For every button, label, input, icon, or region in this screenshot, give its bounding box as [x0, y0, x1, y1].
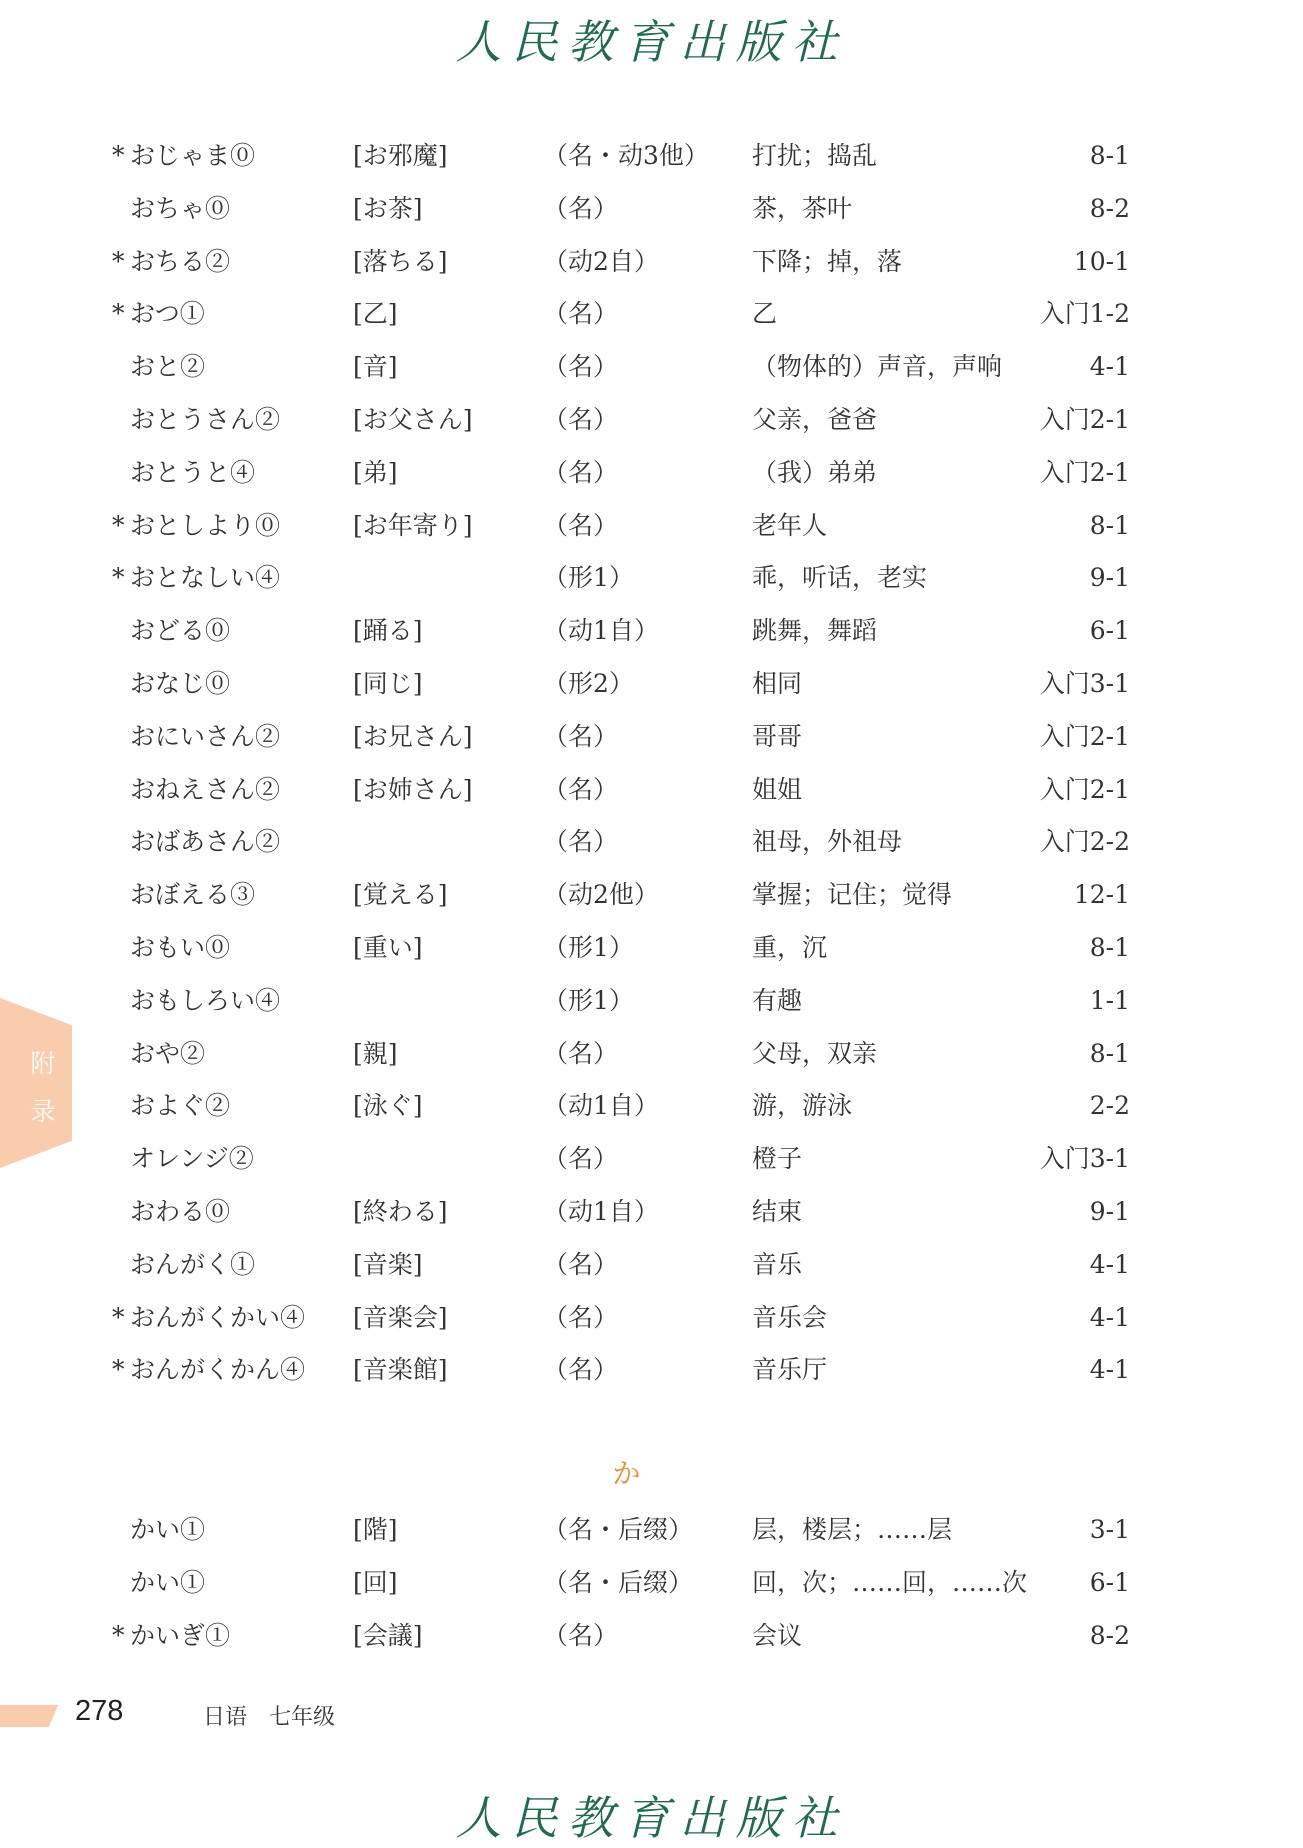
entry-kana: おぼえる③ — [130, 880, 256, 909]
entry-part-of-speech: （形2） — [543, 669, 634, 698]
entry-lesson: 8-1 — [1089, 511, 1130, 540]
entry-kanji: [お姉さん] — [353, 775, 473, 804]
entry-kana: おじゃま⓪ — [130, 141, 256, 170]
entry-kanji: [お年寄り] — [353, 511, 473, 540]
entry-kana: おにいさん② — [130, 722, 281, 751]
entry-part-of-speech: （名） — [543, 827, 619, 856]
entry-kanji: [お茶] — [353, 194, 423, 223]
entry-meaning: 跳舞，舞蹈 — [752, 616, 878, 645]
entry-kana: おんがくかん④ — [130, 1355, 306, 1384]
vocab-entry — [0, 1563, 1303, 1603]
publisher-logo-bottom: 人民教育出版社 — [455, 1791, 848, 1845]
entry-star-marker: * — [112, 1621, 125, 1650]
entry-meaning: 哥哥 — [752, 722, 803, 751]
vocab-entry — [0, 611, 1303, 651]
entry-meaning: 父亲，爸爸 — [752, 405, 878, 434]
entry-lesson: 9-1 — [1089, 563, 1130, 592]
entry-kana: おどる⓪ — [130, 616, 231, 645]
entry-kanji: [音楽館] — [353, 1355, 448, 1384]
entry-lesson: 8-2 — [1089, 1621, 1130, 1650]
entry-kanji: [泳ぐ] — [353, 1091, 423, 1120]
entry-star-marker: * — [112, 247, 125, 276]
entry-kana: おちゃ⓪ — [130, 194, 231, 223]
entry-part-of-speech: （名） — [543, 1355, 619, 1384]
entry-part-of-speech: （名） — [543, 775, 619, 804]
entry-kanji: [親] — [353, 1039, 398, 1068]
entry-part-of-speech: （名） — [543, 1303, 619, 1332]
vocab-entry — [0, 1510, 1303, 1550]
vocab-entry — [0, 1034, 1303, 1074]
entry-lesson: 10-1 — [1073, 247, 1130, 276]
vocab-entry — [0, 928, 1303, 968]
entry-part-of-speech: （动2自） — [543, 247, 659, 276]
entry-part-of-speech: （名・后缀） — [543, 1515, 694, 1544]
entry-meaning: 掌握；记住；觉得 — [752, 880, 953, 909]
vocab-entry — [0, 717, 1303, 757]
entry-kanji: [乙] — [353, 299, 398, 328]
entry-kanji: [重い] — [353, 933, 423, 962]
entry-part-of-speech: （名） — [543, 352, 619, 381]
entry-meaning: 回，次；……回，……次 — [752, 1568, 1028, 1597]
entry-part-of-speech: （动1自） — [543, 1197, 659, 1226]
vocab-entry — [0, 1192, 1303, 1232]
publisher-logo-top: 人民教育出版社 — [455, 15, 848, 69]
vocab-entry — [0, 558, 1303, 598]
entry-kanji: [踊る] — [353, 616, 423, 645]
book-title: 日语 七年级 — [203, 1705, 336, 1730]
vocab-entry — [0, 189, 1303, 229]
entry-kana: かい① — [130, 1568, 206, 1597]
entry-lesson: 4-1 — [1089, 1303, 1130, 1332]
entry-kana: かいぎ① — [130, 1621, 231, 1650]
entry-lesson: 6-1 — [1089, 1568, 1130, 1597]
entry-meaning: 祖母，外祖母 — [752, 827, 903, 856]
entry-lesson: 6-1 — [1089, 616, 1130, 645]
vocab-entry — [0, 664, 1303, 704]
entry-part-of-speech: （动1自） — [543, 616, 659, 645]
entry-part-of-speech: （名） — [543, 1144, 619, 1173]
entry-lesson: 入门2-2 — [1039, 827, 1130, 856]
entry-kanji: [お父さん] — [353, 405, 473, 434]
entry-lesson: 4-1 — [1089, 1355, 1130, 1384]
entry-meaning: 乙 — [752, 299, 778, 328]
entry-kana: おなじ⓪ — [130, 669, 231, 698]
entry-kana: かい① — [130, 1515, 206, 1544]
entry-kana: おつ① — [130, 299, 205, 328]
entry-meaning: 父母，双亲 — [752, 1039, 878, 1068]
entry-meaning: 姐姐 — [752, 775, 803, 804]
vocab-entry — [0, 294, 1303, 334]
vocab-entry — [0, 1616, 1303, 1656]
entry-kana: おとなしい④ — [130, 563, 281, 592]
entry-meaning: 重，沉 — [752, 933, 828, 962]
vocab-entry — [0, 242, 1303, 282]
entry-star-marker: * — [112, 511, 125, 540]
entry-kanji: [音楽] — [353, 1250, 423, 1279]
entry-kanji: [回] — [353, 1568, 398, 1597]
entry-part-of-speech: （形1） — [543, 986, 634, 1015]
entry-kana: おもい⓪ — [130, 933, 231, 962]
entry-part-of-speech: （名） — [543, 458, 619, 487]
entry-part-of-speech: （名） — [543, 722, 619, 751]
entry-meaning: 有趣 — [752, 986, 803, 1015]
entry-lesson: 9-1 — [1089, 1197, 1130, 1226]
entry-lesson: 入门2-1 — [1039, 775, 1130, 804]
entry-kanji: [階] — [353, 1515, 398, 1544]
entry-star-marker: * — [112, 141, 125, 170]
entry-meaning: （我）弟弟 — [752, 458, 878, 487]
entry-kanji: [弟] — [353, 458, 398, 487]
entry-part-of-speech: （名） — [543, 1039, 619, 1068]
entry-star-marker: * — [112, 563, 125, 592]
entry-kana: おとうと④ — [130, 458, 256, 487]
entry-kana: おばあさん② — [130, 827, 281, 856]
entry-part-of-speech: （名） — [543, 1250, 619, 1279]
entry-meaning: 音乐会 — [752, 1303, 828, 1332]
entry-meaning: 橙子 — [752, 1144, 803, 1173]
entry-lesson: 4-1 — [1089, 352, 1130, 381]
entry-part-of-speech: （名・后缀） — [543, 1568, 694, 1597]
entry-kana: おや② — [130, 1039, 206, 1068]
vocab-entry — [0, 981, 1303, 1021]
entry-meaning: （物体的）声音，声响 — [752, 352, 1003, 381]
entry-kanji: [会議] — [353, 1621, 423, 1650]
entry-kana: おと② — [130, 352, 206, 381]
entry-star-marker: * — [112, 299, 125, 328]
vocab-entry — [0, 1086, 1303, 1126]
entry-lesson: 入门2-1 — [1039, 722, 1130, 751]
entry-meaning: 相同 — [752, 669, 803, 698]
entry-lesson: 4-1 — [1089, 1250, 1130, 1279]
vocab-entry — [0, 1350, 1303, 1390]
entry-kanji: [覚える] — [353, 880, 448, 909]
entry-lesson: 8-1 — [1089, 933, 1130, 962]
entry-part-of-speech: （名・动3他） — [543, 141, 709, 170]
entry-lesson: 入门1-2 — [1039, 299, 1130, 328]
entry-lesson: 8-1 — [1089, 1039, 1130, 1068]
entry-star-marker: * — [112, 1355, 125, 1384]
entry-kana: おねえさん② — [130, 775, 281, 804]
entry-lesson: 2-2 — [1089, 1091, 1130, 1120]
entry-meaning: 结束 — [752, 1197, 803, 1226]
entry-meaning: 音乐 — [752, 1250, 803, 1279]
entry-meaning: 乖，听话，老实 — [752, 563, 928, 592]
entry-lesson: 入门2-1 — [1039, 405, 1130, 434]
entry-meaning: 游，游泳 — [752, 1091, 853, 1120]
entry-part-of-speech: （名） — [543, 1621, 619, 1650]
entry-meaning: 音乐厅 — [752, 1355, 828, 1384]
section-heading-ka: か — [612, 1457, 641, 1490]
entry-kanji: [音楽会] — [353, 1303, 448, 1332]
entry-lesson: 8-1 — [1089, 141, 1130, 170]
entry-kana: オレンジ② — [130, 1144, 254, 1173]
entry-meaning: 会议 — [752, 1621, 803, 1650]
page-number: 278 — [75, 1695, 124, 1727]
vocab-entry — [0, 1139, 1303, 1179]
entry-lesson: 12-1 — [1073, 880, 1130, 909]
entry-meaning: 老年人 — [752, 511, 828, 540]
entry-part-of-speech: （名） — [543, 405, 619, 434]
entry-kana: おんがく① — [130, 1250, 256, 1279]
vocab-entry — [0, 1245, 1303, 1285]
entry-kana: おわる⓪ — [130, 1197, 231, 1226]
entry-part-of-speech: （动2他） — [543, 880, 659, 909]
entry-kana: おとしより⓪ — [130, 511, 281, 540]
entry-lesson: 1-1 — [1089, 986, 1130, 1015]
entry-part-of-speech: （名） — [543, 194, 619, 223]
entry-kanji: [同じ] — [353, 669, 423, 698]
entry-kanji: [お邪魔] — [353, 141, 448, 170]
vocab-entry — [0, 770, 1303, 810]
entry-lesson: 入门2-1 — [1039, 458, 1130, 487]
entry-kanji: [落ちる] — [353, 247, 448, 276]
vocab-entry — [0, 453, 1303, 493]
entry-kanji: [音] — [353, 352, 398, 381]
entry-meaning: 层，楼层；……层 — [752, 1515, 953, 1544]
entry-kana: おんがくかい④ — [130, 1303, 306, 1332]
entry-kana: おちる② — [130, 247, 231, 276]
vocab-entry — [0, 400, 1303, 440]
entry-part-of-speech: （动1自） — [543, 1091, 659, 1120]
entry-kanji: [終わる] — [353, 1197, 448, 1226]
entry-lesson: 入门3-1 — [1039, 669, 1130, 698]
vocab-entry — [0, 347, 1303, 387]
entry-part-of-speech: （名） — [543, 299, 619, 328]
entry-lesson: 3-1 — [1089, 1515, 1130, 1544]
entry-lesson: 8-2 — [1089, 194, 1130, 223]
entry-meaning: 下降；掉，落 — [752, 247, 903, 276]
entry-part-of-speech: （形1） — [543, 933, 634, 962]
footer-accent-bar — [0, 1705, 58, 1727]
appendix-side-tab-label: 附 录 — [30, 1049, 56, 1126]
entry-part-of-speech: （名） — [543, 511, 619, 540]
entry-kanji: [お兄さん] — [353, 722, 473, 751]
entry-meaning: 茶，茶叶 — [752, 194, 853, 223]
entry-lesson: 入门3-1 — [1039, 1144, 1130, 1173]
entry-meaning: 打扰；捣乱 — [752, 141, 878, 170]
entry-kana: おもしろい④ — [130, 986, 281, 1015]
entry-kana: おとうさん② — [130, 405, 281, 434]
entry-kana: およぐ② — [130, 1091, 231, 1120]
entry-star-marker: * — [112, 1303, 125, 1332]
entry-part-of-speech: （形1） — [543, 563, 634, 592]
vocab-entry — [0, 822, 1303, 862]
vocab-entry — [0, 875, 1303, 915]
vocab-entry — [0, 1298, 1303, 1338]
vocab-entry — [0, 136, 1303, 176]
vocab-entry — [0, 506, 1303, 546]
